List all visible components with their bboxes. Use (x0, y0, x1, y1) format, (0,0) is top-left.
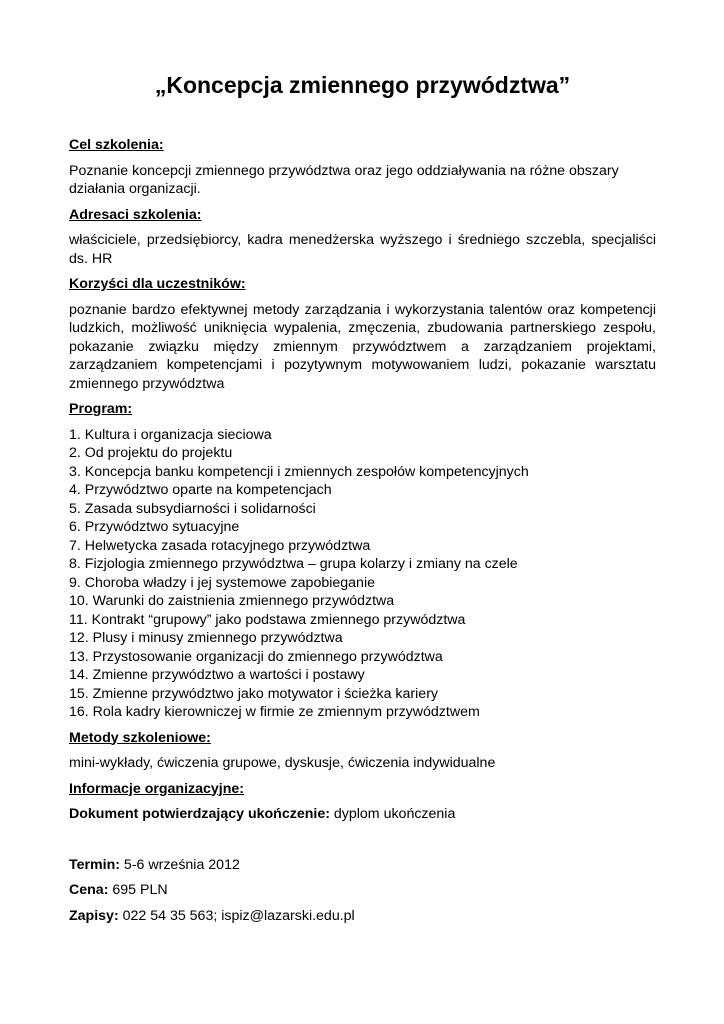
audience-text: właściciele, przedsiębiorcy, kadra menedżerska wyższego i średniego szczebla, specjaliści ds. HR (69, 232, 656, 267)
program-heading-colon: : (127, 401, 133, 417)
document-title: „Koncepcja zmiennego przywództwa” (154, 72, 571, 98)
price-line (69, 881, 656, 900)
program-item: 12. Plusy i minusy zmiennego przywództwa (69, 630, 343, 646)
program-item: 11. Kontrakt “grupowy” jako podstawa zmiennego przywództwa (69, 611, 466, 628)
certificate-value: dyplom ukończenia (329, 806, 456, 822)
program-item: 3. Koncepcja banku kompetencji i zmiennych zespołów kompetencyjnych (69, 463, 529, 480)
goal-text: Poznanie koncepcji zmiennego przywództwa oraz jego oddziaływania na różne obszary działania organizacji. (69, 162, 619, 197)
program-list (69, 426, 656, 722)
program-item: 7. Helwetycka zasada rotacyjnego przywództwa (69, 537, 371, 554)
program-heading-label: Program (69, 401, 128, 417)
methods-heading: Metody szkoleniowe: (69, 729, 211, 746)
signup-label: Zapisy: (69, 907, 119, 924)
program-heading (69, 400, 656, 419)
program-item: 13. Przystosowanie organizacji do zmiennego przywództwa (69, 648, 443, 665)
date-label: Termin: (69, 856, 120, 873)
goal-heading: Cel szkolenia: (69, 137, 164, 153)
date-value: 5-6 września 2012 (119, 856, 240, 873)
program-item: 15. Zmienne przywództwo jako motywator i ścieżka kariery (69, 685, 439, 702)
date-line (69, 856, 656, 875)
program-item: 2. Od projektu do projektu (69, 445, 233, 461)
certificate-label: Dokument potwierdzający ukończenie: (69, 806, 330, 822)
program-item: 5. Zasada subsydiarności i solidarności (69, 500, 316, 517)
program-item: 6. Przywództwo sytuacyjne (69, 519, 240, 535)
price-value: 695 PLN (108, 882, 168, 898)
program-item: 1. Kultura i organizacja sieciowa (69, 426, 272, 443)
methods-text: mini-wykłady, ćwiczenia grupowe, dyskusje, ćwiczenia indywidualne (69, 755, 496, 771)
price-label: Cena: (69, 882, 109, 898)
program-item: 9. Choroba władzy i jej systemowe zapobieganie (69, 574, 375, 591)
program-item: 8. Fizjologia zmiennego przywództwa – grupa kolarzy i zmiany na czele (69, 556, 518, 572)
section-spacer (69, 831, 656, 856)
benefits-text: poznanie bardzo efektywnej metody zarządzania i wykorzystania talentów oraz kompetencji ludzkich, możliwość uniknięcia wypalenia, zmęczenia, zbudowania partnerskiego zespołu, pokazanie związku między zmiennym przywództwem a zarządzaniem projektami, zarządzaniem kompetencjami i pozytywnym motywowaniem ludzi, pokazanie warsztatu zmiennego przywództwa (69, 301, 656, 392)
certificate-line (69, 805, 656, 824)
document-content (69, 136, 656, 932)
organization-heading: Informacje organizacyjne: (69, 780, 245, 797)
benefits-heading: Korzyści dla uczestników: (69, 276, 246, 292)
signup-value: 022 54 35 563; ispiz@lazarski.edu.pl (118, 907, 355, 924)
program-item: 14. Zmienne przywództwo a wartości i postawy (69, 667, 365, 683)
audience-heading: Adresaci szkolenia: (69, 206, 202, 223)
signup-line (69, 907, 656, 926)
program-item: 10. Warunki do zaistnienia zmiennego przywództwa (69, 593, 395, 609)
program-item: 16. Rola kadry kierowniczej w firmie ze zmiennym przywództwem (69, 704, 480, 720)
program-item: 4. Przywództwo oparte na kompetencjach (69, 482, 332, 498)
